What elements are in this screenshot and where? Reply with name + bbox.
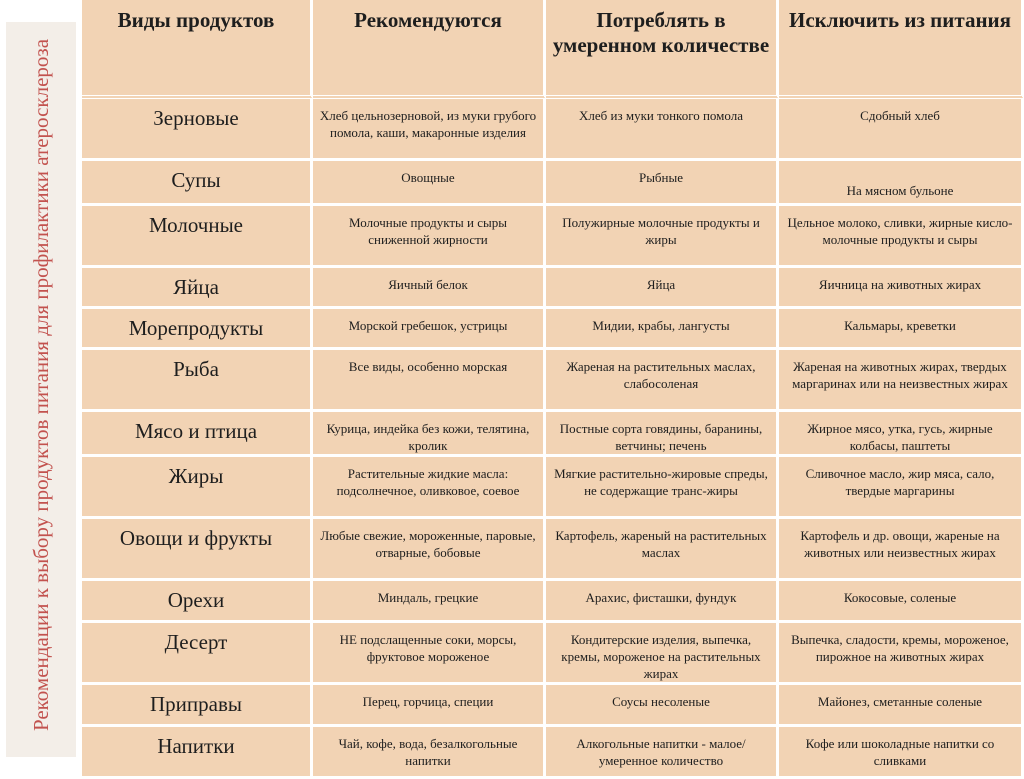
recommended-cell: Перец, горчица, специи [313,685,546,727]
category-cell: Орехи [82,581,313,623]
recommended-cell: Миндаль, грецкие [313,581,546,623]
recommended-cell: Растительные жидкие масла: подсолнечное, оливковое, соевое [313,457,546,519]
table-row [82,268,1024,309]
exclude-cell: Кокосовые, соленые [779,581,1024,623]
exclude-cell: Кальмары, креветки [779,309,1024,350]
recommended-cell: Яичный белок [313,268,546,309]
moderate-cell: Постные сорта говядины, баранины, ветчины; печень [546,412,779,457]
moderate-cell: Мягкие растительно-жировые спреды, не содержащие транс-жиры [546,457,779,519]
category-cell: Жиры [82,457,313,519]
exclude-cell: Майонез, сметанные соленые [779,685,1024,727]
category-cell: Напитки [82,727,313,779]
table-row [82,623,1024,685]
exclude-cell: Картофель и др. овощи, жареные на животных или неизвестных жирах [779,519,1024,581]
exclude-cell: Яичница на животных жирах [779,268,1024,309]
header-recommended: Рекомендуются [313,0,546,99]
moderate-cell: Мидии, крабы, лангусты [546,309,779,350]
category-cell: Супы [82,161,313,206]
exclude-cell: Кофе или шоколадные напитки со сливками [779,727,1024,779]
moderate-cell: Рыбные [546,161,779,206]
moderate-cell: Картофель, жареный на растительных маслах [546,519,779,581]
moderate-cell: Хлеб из муки тонкого помола [546,99,779,161]
moderate-cell: Алкогольные напитки - малое/умеренное количество [546,727,779,779]
recommended-cell: Морской гребешок, устрицы [313,309,546,350]
category-cell: Приправы [82,685,313,727]
category-cell: Десерт [82,623,313,685]
category-cell: Мясо и птица [82,412,313,457]
vertical-title: Рекомендации к выбору продуктов питания для профилактики атеросклероза [29,38,53,732]
recommended-cell: Любые свежие, мороженные, паровые, отварные, бобовые [313,519,546,581]
header-exclude: Исключить из питания [779,0,1024,99]
category-cell: Рыба [82,350,313,412]
table-row [82,99,1024,161]
table-row [82,727,1024,779]
recommended-cell: Хлеб цельнозерновой, из муки грубого помола, каши, макаронные изделия [313,99,546,161]
table-row [82,519,1024,581]
moderate-cell: Полужирные молочные продукты и жиры [546,206,779,268]
table-row [82,412,1024,457]
category-cell: Зерновые [82,99,313,161]
recommended-cell: Молочные продукты и сыры сниженной жирности [313,206,546,268]
category-cell: Молочные [82,206,313,268]
moderate-cell: Арахис, фисташки, фундук [546,581,779,623]
exclude-cell: Жирное мясо, утка, гусь, жирные колбасы, паштеты [779,412,1024,457]
moderate-cell: Соусы несоленые [546,685,779,727]
table-row [82,350,1024,412]
recommended-cell: Курица, индейка без кожи, телятина, кролик [313,412,546,457]
exclude-cell: На мясном бульоне [779,161,1024,206]
category-cell: Яйца [82,268,313,309]
table-row [82,581,1024,623]
moderate-cell: Кондитерские изделия, выпечка, кремы, мороженое на растительных жирах [546,623,779,685]
table-row [82,206,1024,268]
category-cell: Овощи и фрукты [82,519,313,581]
table-row [82,161,1024,206]
table-row [82,309,1024,350]
category-cell: Морепродукты [82,309,313,350]
recommended-cell: Овощные [313,161,546,206]
exclude-cell: Жареная на животных жирах, твердых маргаринах или на неизвестных жирах [779,350,1024,412]
exclude-cell: Выпечка, сладости, кремы, мороженое, пирожное на животных жирах [779,623,1024,685]
header-moderate: Потреблять в умеренном количестве [546,0,779,99]
recommended-cell: НЕ подслащенные соки, морсы, фруктовое мороженое [313,623,546,685]
table-row [82,685,1024,727]
header-row [82,0,1024,99]
moderate-cell: Жареная на растительных маслах, слабосоленая [546,350,779,412]
moderate-cell: Яйца [546,268,779,309]
table-row [82,457,1024,519]
exclude-cell: Сдобный хлеб [779,99,1024,161]
header-product-types: Виды продуктов [82,0,313,99]
side-panel [0,0,82,767]
exclude-cell: Цельное молоко, сливки, жирные кисло-молочные продукты и сыры [779,206,1024,268]
exclude-cell: Сливочное масло, жир мяса, сало, твердые маргарины [779,457,1024,519]
food-table [82,0,1024,779]
recommended-cell: Чай, кофе, вода, безалкогольные напитки [313,727,546,779]
recommended-cell: Все виды, особенно морская [313,350,546,412]
